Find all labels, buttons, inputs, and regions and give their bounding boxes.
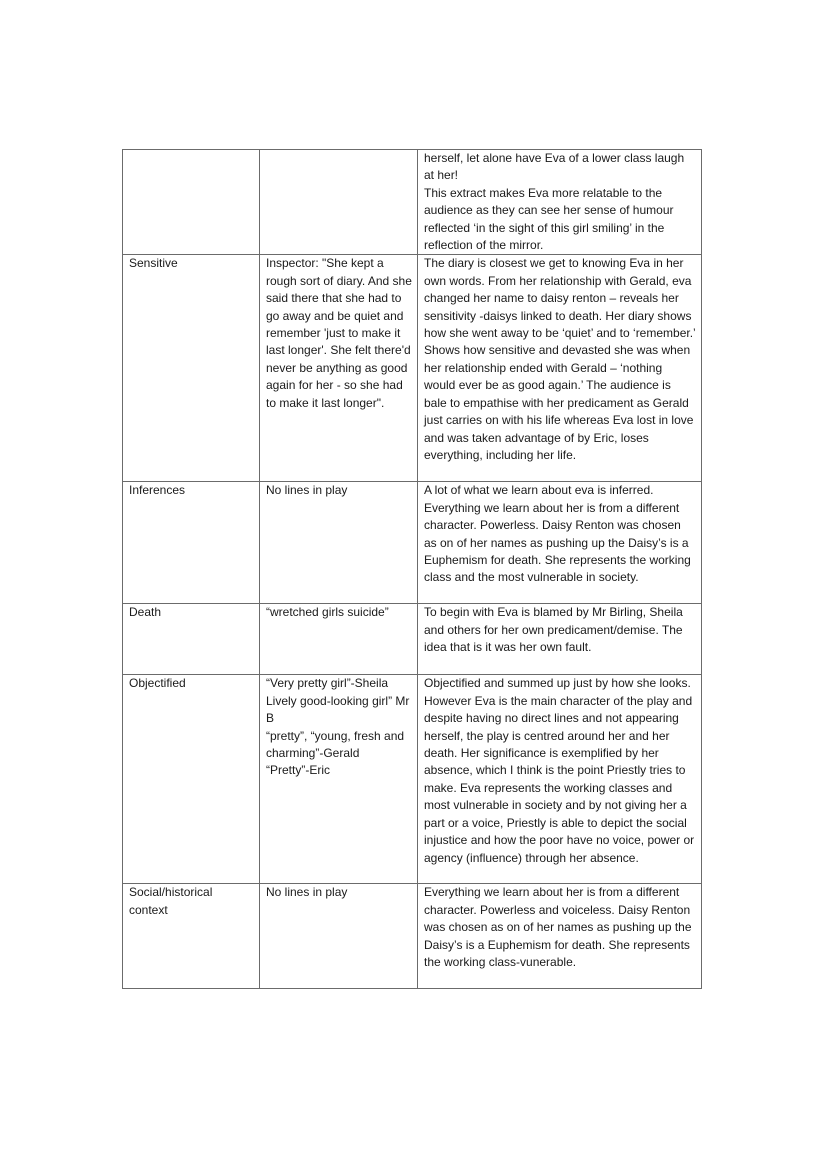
analysis-table: [122, 149, 702, 989]
table-row: [123, 482, 702, 604]
quote-cell: No lines in play: [260, 884, 418, 989]
analysis-cell: herself, let alone have Eva of a lower class laugh at her! This extract makes Eva more relatable to the audience as they can see her sense of humour reflected ‘in the sight of this girl smiling’ in the reflection of the mirror.: [418, 150, 702, 255]
quote-cell: Inspector: "She kept a rough sort of diary. And she said there that she had to go away and be quiet and remember 'just to make it last longer'. She felt there'd never be anything as good again for her - so she had to make it last longer".: [260, 255, 418, 482]
table-row: [123, 255, 702, 482]
quote-cell: No lines in play: [260, 482, 418, 604]
table-row: [123, 604, 702, 675]
analysis-cell: The diary is closest we get to knowing Eva in her own words. From her relationship with Gerald, eva changed her name to daisy renton – reveals her sensitivity -daisys linked to death. Her diary shows how she went away to be ‘quiet’ and to ‘remember.’ Shows how sensitive and devasted she was when her relationship ended with Gerald – ‘nothing would ever be as good again.’ The audience is bale to empathise with her predicament as Gerald just carries on with his life whereas Eva lost in love and was taken advantage of by Eric, loses everything, including her life.: [418, 255, 702, 482]
theme-cell: [123, 150, 260, 255]
quote-cell: “wretched girls suicide”: [260, 604, 418, 675]
analysis-cell: A lot of what we learn about eva is inferred. Everything we learn about her is from a different character. Powerless. Daisy Renton was chosen as on of her names as pushing up the Daisy’s is a Euphemism for death. She represents the working class and the most vulnerable in society.: [418, 482, 702, 604]
analysis-cell: To begin with Eva is blamed by Mr Birling, Sheila and others for her own predicament/demise. The idea that is it was her own fault.: [418, 604, 702, 675]
theme-cell: Social/historical context: [123, 884, 260, 989]
table-row: [123, 150, 702, 255]
quote-cell: “Very pretty girl”-Sheila Lively good-looking girl” Mr B “pretty”, “young, fresh and charming”-Gerald “Pretty”-Eric: [260, 675, 418, 884]
theme-cell: Inferences: [123, 482, 260, 604]
analysis-cell: Objectified and summed up just by how she looks. However Eva is the main character of the play and despite having no direct lines and not appearing herself, the play is centred around her and her death. Her significance is exemplified by her absence, which I think is the point Priestly tries to make. Eva represents the working classes and most vulnerable in society and by not giving her a part or a voice, Priestly is able to depict the social injustice and how the poor have no voice, power or agency (influence) through her absence.: [418, 675, 702, 884]
theme-cell: Objectified: [123, 675, 260, 884]
analysis-cell: Everything we learn about her is from a different character. Powerless and voiceless. Daisy Renton was chosen as on of her names as pushing up the Daisy’s is a Euphemism for death. She represents the working class-vunerable.: [418, 884, 702, 989]
theme-cell: Death: [123, 604, 260, 675]
quote-cell: [260, 150, 418, 255]
table-row: [123, 884, 702, 989]
table-row: [123, 675, 702, 884]
theme-cell: Sensitive: [123, 255, 260, 482]
